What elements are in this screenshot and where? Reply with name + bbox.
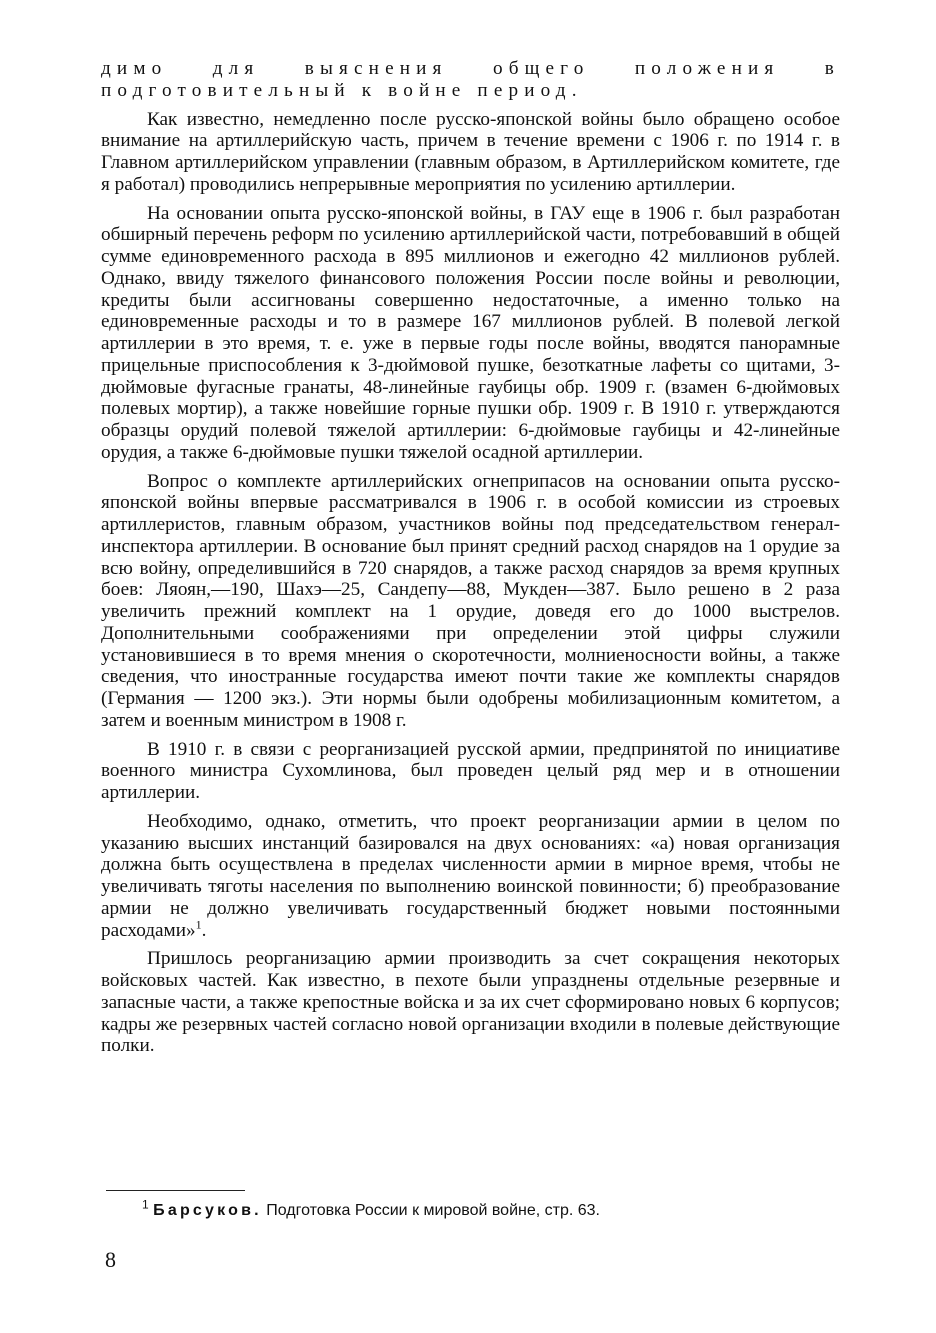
paragraph: Вопрос о комплекте артиллерийских огнеприпасов на основании опыта русско-японской войны впервые рассматривался в 1906 г. в особой комиссии из строевых артиллеристов, главным образом, участников войны под председательством генерал-инспектора артиллерии. В основание был принят средний расход снарядов на 1 орудие за всю войну, определившийся в 720 снарядов, а также расход снарядов за время крупных боев: Ляоян,—190, Шахэ—25, Сандепу—88, Мукден—387. Было решено в 2 раза увеличить прежний комплект на 1 орудие, доведя его до 1000 выстрелов. Дополнительными соображениями при определении этой цифры служили установившиеся в то время мнения о скоротечности, молниеносности войны, а также сведения, что иностранные государства имеют почти такие же комплекты снарядов (Германия — 1200 экз.). Эти нормы были одобрены мобилизационным комитетом, а затем и военным министром в 1908 г. xyxy=(101,470,840,731)
footnote-author: Барсуков. xyxy=(153,1202,262,1219)
main-text xyxy=(101,58,840,1064)
footnote-separator xyxy=(106,1190,245,1191)
paragraph: На основании опыта русско-японской войны, в ГАУ еще в 1906 г. был разработан обширный перечень реформ по усилению артиллерийской части, потребовавший в общей сумме единовременного расхода в 895 миллионов и ежегодно 42 миллионов рублей. Однако, ввиду тяжелого финансового положения России после войны и революции, кредиты были ассигнованы совершенно недостаточные, а именно только на единовременные расходы и то в размере 167 миллионов рублей. В полевой легкой артиллерии в это время, т. е. уже в первые годы после войны, вводятся панорамные прицельные приспособления к 3-дюймовой пушке, безоткатные лафеты со щитами, 3-дюймовые фугасные гранаты, 48-линейные гаубицы обр. 1909 г. (взамен 6-дюймовых полевых мортир), а также новейшие горные пушки обр. 1909 г. В 1910 г. утверждаются образцы орудий полевой тяжелой артиллерии: 6-дюймовые гаубицы и 42-линейные орудия, а также 6-дюймовые пушки тяжелой осадной артиллерии. xyxy=(101,202,840,463)
footnote-text: Подготовка России к мировой войне, стр. 63. xyxy=(266,1202,600,1219)
page-number: 8 xyxy=(105,1247,116,1272)
paragraph: Необходимо, однако, отметить, что проект реорганизации армии в целом по указанию высших инстанций базировался на двух основаниях: «а) новая организация должна быть осуществлена в пределах численности армии в мирное время, чтобы не увеличивать тяготы населения по выполнению воинской повинности; б) преобразование армии не должно увеличивать государственный бюджет новыми постоянными расходами»$^1$. xyxy=(101,810,840,941)
paragraph-continuation xyxy=(101,58,840,102)
spaced-text: димо для выяснения общего положения в подготовительный к войне период. xyxy=(101,58,840,101)
footnote-reference: 1 xyxy=(195,917,202,932)
footnote xyxy=(142,1197,832,1221)
paragraph: Пришлось реорганизацию армии производить за счет сокращения некоторых войсковых частей. Как известно, в пехоте были упразднены отдельные резервные и запасные части, а также крепостные войска и за их счет сформировано новых 6 корпусов; кадры же резервных частей согласно новой организации входили в полевые действующие полки. xyxy=(101,948,840,1057)
paragraph: В 1910 г. в связи с реорганизацией русской армии, предпринятой по инициативе военного министра Сухомлинова, был проведен целый ряд мер и в отношении артиллерии. xyxy=(101,738,840,803)
footnote-marker: 1 xyxy=(142,1197,149,1212)
paragraph: Как известно, немедленно после русско-японской войны было обращено особое внимание на артиллерийскую часть, причем в течение времени с 1906 г. по 1914 г. в Главном артиллерийском управлении (главным образом, в Артиллерийском комитете, где я работал) проводились непрерывные мероприятия по усилению артиллерии. xyxy=(101,108,840,195)
paragraph-text: Необходимо, однако, отметить, что проект реорганизации армии в целом по указанию высших инстанций базировался на двух основаниях: «а) новая организация должна быть осуществлена в пределах численности армии в мирное время, чтобы не увеличивать тяготы населения по выполнению воинской повинности; б) преобразование армии не должно увеличивать государственный бюджет новыми постоянными расходами» xyxy=(101,810,840,941)
